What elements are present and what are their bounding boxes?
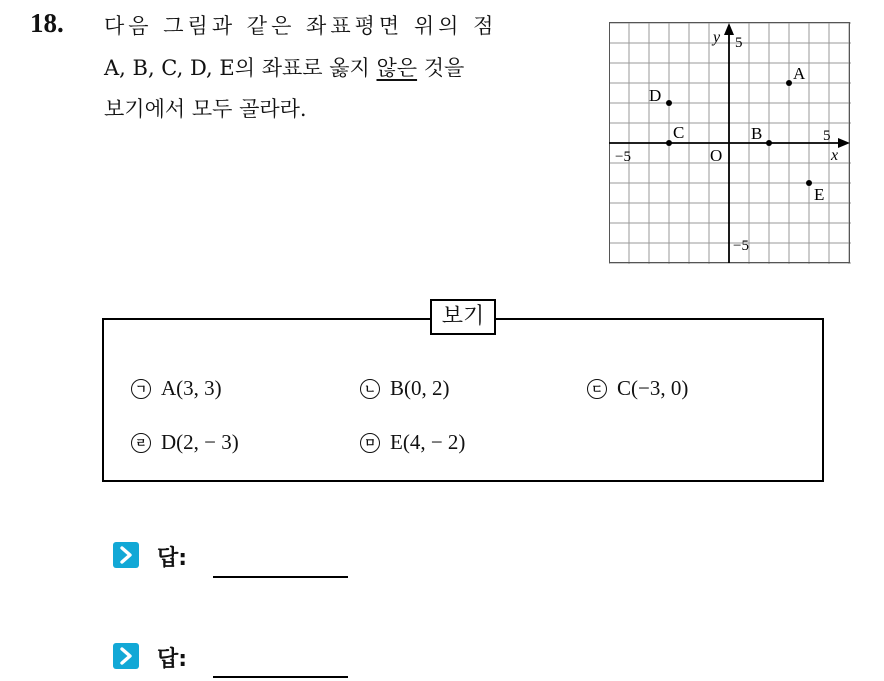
question-line-2-start: A, B, C, D, E의 좌표로 옳지 [104, 56, 377, 80]
choice-text: A(3, 3) [161, 376, 222, 400]
y-axis-arrow [724, 23, 734, 35]
question-line-1: 다음 그림과 같은 좌표평면 위의 점 [104, 14, 498, 38]
point-e [806, 180, 812, 186]
choice-nieun [360, 376, 450, 401]
point-label-b: B [751, 124, 763, 143]
y-tick-positive-5: 5 [735, 35, 743, 51]
choice-text: E(4, − 2) [390, 430, 466, 454]
question-line-2-end: 것을 [417, 56, 465, 80]
coordinate-plane [609, 22, 851, 264]
point-d [666, 100, 672, 106]
bogi-title: 보기 [430, 299, 496, 335]
choice-digeut [587, 376, 688, 401]
answer-label-2: 답: [157, 647, 188, 672]
answer-arrow-icon [113, 542, 139, 568]
answer-field-2[interactable] [213, 676, 348, 678]
point-c [666, 140, 672, 146]
choice-giyeok [131, 376, 222, 401]
point-label-e: E [814, 185, 825, 204]
choice-marker: ㄹ [131, 433, 151, 453]
choice-marker: ㅁ [360, 433, 380, 453]
choice-mieum [360, 430, 465, 455]
choice-marker: ㄴ [360, 379, 380, 399]
choice-text: D(2, − 3) [161, 430, 239, 454]
answer-arrow-icon [113, 643, 139, 669]
y-axis-label: y [713, 29, 721, 46]
x-axis-arrow [838, 138, 850, 148]
y-tick-negative-5: −5 [733, 238, 749, 254]
answer-field-1[interactable] [213, 576, 348, 578]
underlined-word: 않은 [376, 56, 418, 80]
choice-text: B(0, 2) [390, 376, 450, 400]
question-number: 18. [30, 8, 64, 38]
point-label-a: A [793, 64, 806, 83]
point-label-c: C [673, 123, 685, 142]
point-label-d: D [649, 86, 662, 105]
point-b [766, 140, 772, 146]
point-a [786, 80, 792, 86]
x-tick-positive-5: 5 [823, 128, 831, 144]
x-tick-negative-5: −5 [615, 149, 631, 165]
choice-marker: ㄷ [587, 379, 607, 399]
choice-rieul [131, 430, 239, 455]
x-axis-label: x [831, 147, 839, 164]
choice-text: C(−3, 0) [617, 376, 689, 400]
question-line-3: 보기에서 모두 골라라. [104, 97, 307, 121]
question-line-2 [104, 52, 464, 82]
choice-marker: ㄱ [131, 379, 151, 399]
origin-label: O [710, 146, 723, 165]
answer-label-1: 답: [157, 546, 188, 571]
